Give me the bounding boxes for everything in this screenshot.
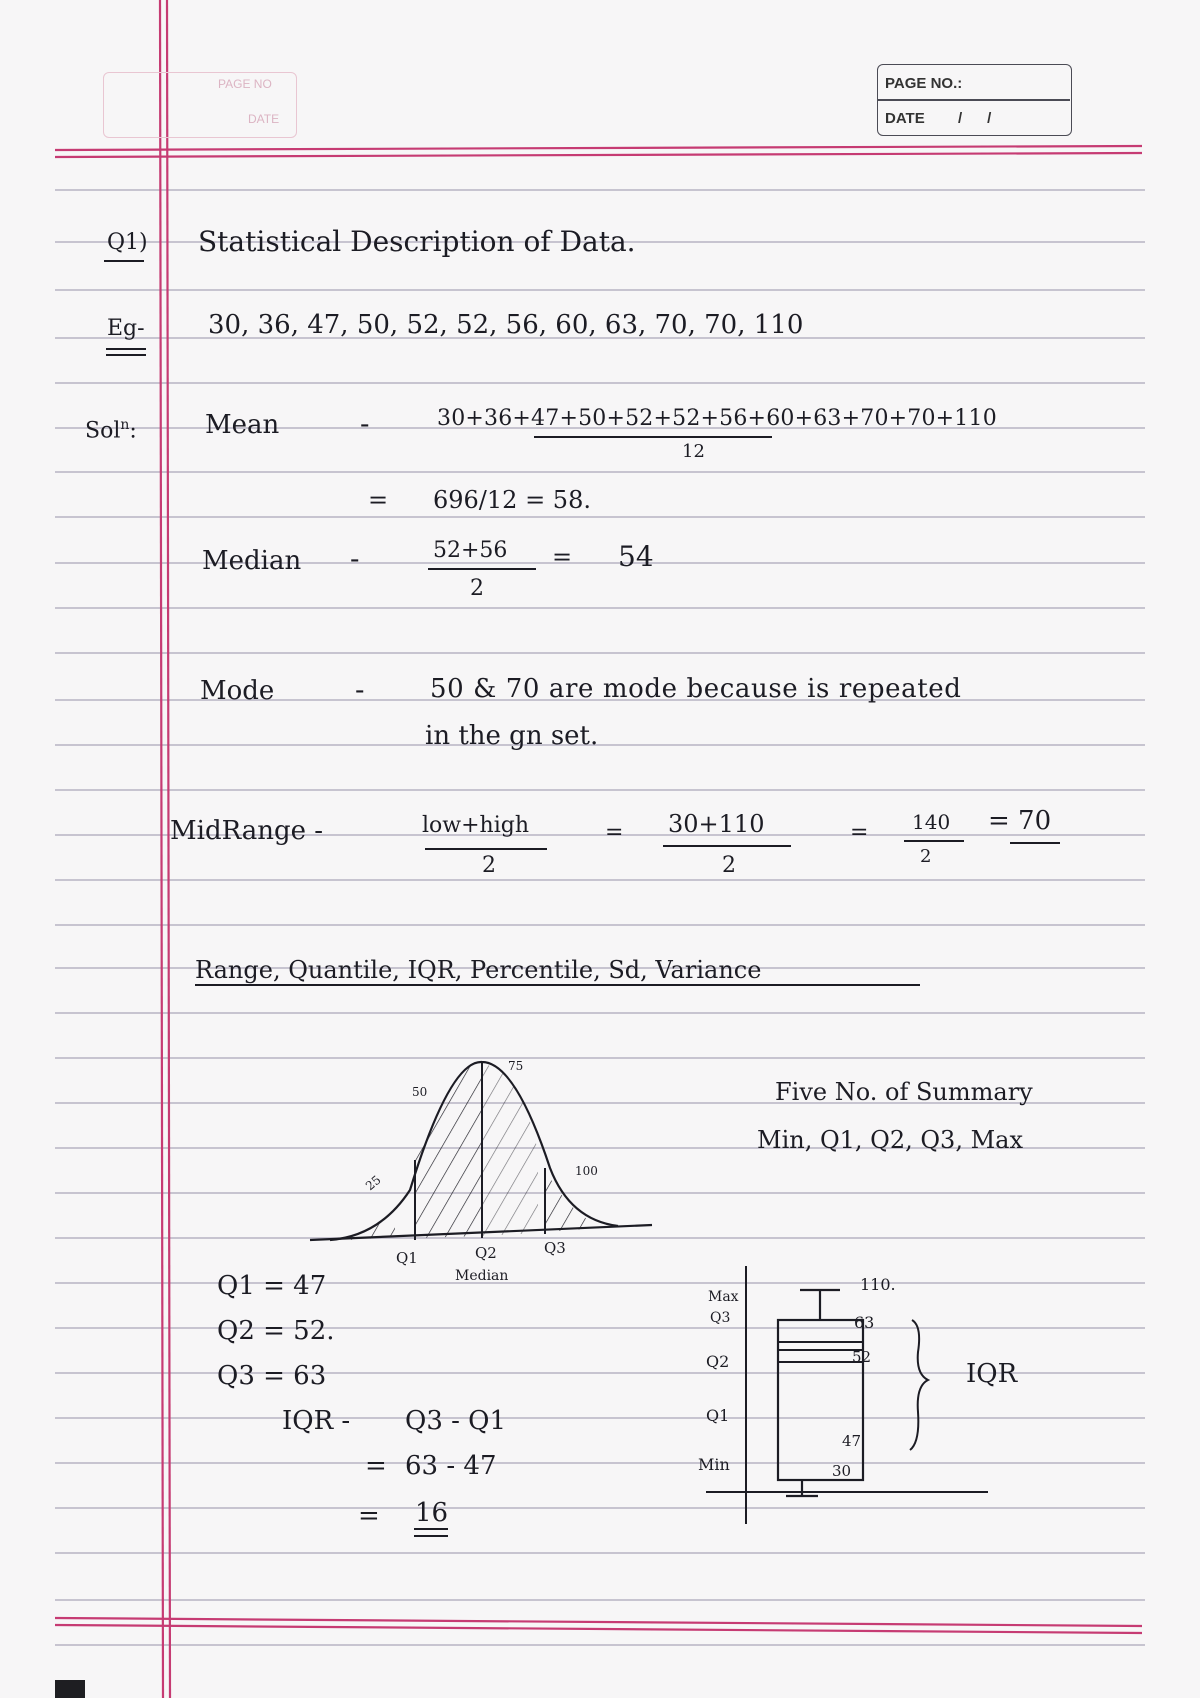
iqr-substitution: 63 - 47	[405, 1451, 497, 1481]
axis-min: Min	[698, 1455, 730, 1474]
date-label: DATE	[885, 110, 925, 127]
label-p75: 75	[508, 1059, 524, 1073]
q1-value: Q1 = 47	[217, 1271, 327, 1301]
iqr-eq-1: =	[365, 1451, 387, 1481]
iqr-eq-2: =	[358, 1501, 380, 1531]
iqr-formula: Q3 - Q1	[405, 1406, 507, 1436]
iqr-result: 16	[415, 1498, 449, 1528]
value-q2: 52	[852, 1348, 872, 1366]
iqr-brace-label: IQR	[966, 1359, 1018, 1389]
topics-underline	[195, 984, 920, 986]
mean-numerator: 30+36+47+50+52+52+56+60+63+70+70+110	[437, 406, 997, 431]
mode-line1: 50 & 70 are mode because is repeated	[430, 674, 962, 704]
midrange-eq1: =	[605, 820, 624, 845]
median-denominator: 2	[470, 576, 484, 601]
five-number-summary-title: Five No. of Summary	[775, 1078, 1033, 1106]
value-q1: 47	[842, 1432, 862, 1450]
label-p50: 50	[412, 1085, 428, 1099]
label-q2: Q2	[475, 1244, 497, 1262]
median-dash: -	[350, 542, 360, 575]
axis-q3: Q3	[710, 1310, 731, 1326]
curve-hatch-extra	[482, 1064, 538, 1236]
mode-label: Mode	[200, 676, 275, 706]
label-p25: 25	[362, 1172, 384, 1194]
median-label: Median	[202, 546, 302, 576]
five-number-summary-items: Min, Q1, Q2, Q3, Max	[757, 1126, 1023, 1154]
midrange-num1: low+high	[422, 813, 530, 838]
date-slashes: / /	[958, 110, 992, 127]
midrange-den2: 2	[722, 853, 736, 878]
axis-max: Max	[708, 1289, 739, 1305]
mean-dash: -	[360, 407, 370, 440]
mode-dash: -	[355, 673, 365, 706]
iqr-label: IQR -	[282, 1406, 351, 1436]
median-eq: =	[552, 543, 573, 571]
iqr-brace	[910, 1320, 928, 1450]
example-data: 30, 36, 47, 50, 52, 52, 56, 60, 63, 70, 70, 110	[208, 310, 804, 340]
value-q3: 63	[854, 1313, 875, 1332]
mean-result: 696/12 = 58.	[433, 486, 591, 514]
example-label: Eg-	[107, 316, 145, 341]
value-max: 110.	[860, 1275, 896, 1294]
median-numerator: 52+56	[433, 538, 508, 563]
page-title: Statistical Description of Data.	[198, 225, 636, 258]
ghost-date-label: DATE	[248, 112, 280, 126]
mean-label: Mean	[205, 410, 280, 440]
box-plot	[690, 1262, 1060, 1542]
value-min: 30	[832, 1462, 852, 1480]
mean-denominator: 12	[682, 441, 705, 462]
box	[778, 1320, 863, 1480]
label-median: Median	[455, 1268, 509, 1280]
midrange-den3: 2	[920, 846, 932, 867]
midrange-den1: 2	[482, 853, 496, 878]
mean-eq: =	[368, 486, 389, 514]
midrange-num3: 140	[912, 810, 951, 834]
bell-curve-diagram	[300, 1040, 660, 1280]
median-result: 54	[618, 540, 654, 573]
axis-q1: Q1	[706, 1406, 730, 1425]
mode-line2: in the gn set.	[425, 721, 599, 751]
ghost-page-label: PAGE NO	[218, 77, 272, 91]
midrange-label: MidRange -	[170, 816, 324, 846]
label-q1: Q1	[396, 1249, 418, 1267]
page-no-label: PAGE NO.:	[885, 75, 963, 92]
q2-value: Q2 = 52.	[217, 1316, 335, 1346]
axis-q2: Q2	[706, 1352, 730, 1371]
q3-value: Q3 = 63	[217, 1361, 327, 1391]
label-q3: Q3	[544, 1239, 566, 1257]
midrange-result: = 70	[988, 806, 1052, 836]
label-p100: 100	[575, 1164, 598, 1178]
topics-line: Range, Quantile, IQR, Percentile, Sd, Variance	[195, 956, 762, 984]
question-number: Q1)	[107, 230, 148, 255]
midrange-num2: 30+110	[668, 810, 765, 838]
solution-label: Sol$^n$:	[85, 417, 137, 444]
midrange-eq2: =	[850, 820, 869, 845]
